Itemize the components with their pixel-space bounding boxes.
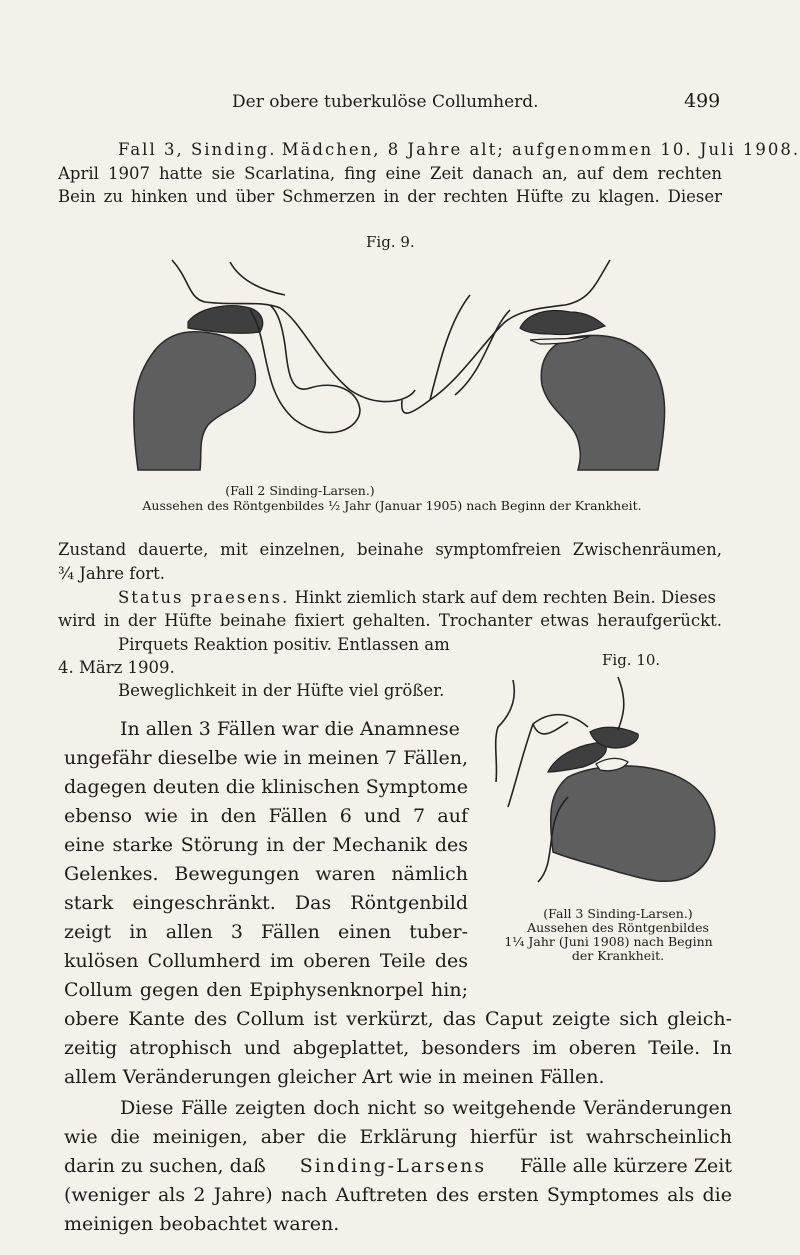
fig9-right-femur-shaft xyxy=(541,335,664,470)
para5-line: ungefähr dieselbe wie in meinen 7 Fällen, xyxy=(64,747,468,769)
para6-line3 xyxy=(64,1155,732,1177)
para5-line: ebenso wie in den Fällen 6 und 7 auf xyxy=(64,805,468,827)
fig9-right-femur-head xyxy=(520,311,605,335)
para5-line: zeigt in allen 3 Fällen einen tuber- xyxy=(64,921,468,943)
para6-line1: Diese Fälle zeigten doch nicht so weitgehende Veränderungen xyxy=(120,1097,732,1119)
fig10-femur-shaft xyxy=(551,766,715,881)
para5-line: In allen 3 Fällen war die Anamnese xyxy=(120,718,460,740)
fig10-label: Fig. 10. xyxy=(602,651,661,669)
fig10-acetabulum-line xyxy=(618,677,624,730)
fig9-left-femur-head xyxy=(188,306,263,334)
fig10-caption-line3: 1¼ Jahr (Juni 1908) nach Beginn xyxy=(504,934,713,949)
fig9-caption-line1: (Fall 2 Sinding-Larsen.) xyxy=(225,483,375,498)
para3-line1 xyxy=(118,588,722,607)
para5-line: allem Veränderungen gleicher Art wie in meinen Fällen. xyxy=(64,1066,605,1088)
para2-line2: ¾ Jahre fort. xyxy=(58,564,166,583)
para5-line: eine starke Störung in der Mechanik des xyxy=(64,834,468,856)
para2-line1: Zustand dauerte, mit einzelnen, beinahe symptomfreien Zwischenräumen, xyxy=(58,540,722,559)
para6-line5: meinigen beobachtet waren. xyxy=(64,1213,340,1235)
fig9-left-femur-shaft xyxy=(134,332,256,470)
para6-line2: wie die meinigen, aber die Erklärung hierfür ist wahrscheinlich xyxy=(64,1126,732,1148)
para5-line: kulösen Collumherd im oberen Teile des xyxy=(64,950,468,972)
running-header: Der obere tuberkulöse Collumherd. xyxy=(232,92,539,112)
fig9-label: Fig. 9. xyxy=(366,233,415,251)
fig9-left-acetabulum xyxy=(250,305,360,433)
case-heading: Fall 3, Sinding. xyxy=(118,140,277,159)
page-number: 499 xyxy=(684,90,721,112)
para1-line1 xyxy=(118,140,800,159)
status-text: Hinkt ziemlich stark auf dem rechten Bein. Dieses xyxy=(294,588,716,607)
para5-line: obere Kante des Collum ist verkürzt, das Caput zeigte sich gleich- xyxy=(64,1008,732,1030)
author-name-spaced: Sinding-Larsens xyxy=(299,1155,487,1177)
fig9-left-ilium-line xyxy=(230,262,285,295)
fig9-caption-line2: Aussehen des Röntgenbildes ½ Jahr (Januar 1905) nach Beginn der Krankheit. xyxy=(142,498,642,513)
para1-line3: Bein zu hinken und über Schmerzen in der rechten Hüfte zu klagen. Dieser xyxy=(58,187,722,206)
para6-line3-start: darin zu suchen, daß xyxy=(64,1155,266,1177)
case-heading-rest: Mädchen, 8 Jahre alt; aufgenommen 10. Juli 1908. xyxy=(281,140,800,159)
status-heading: Status praesens. xyxy=(118,588,290,607)
para6-line3-end: Fälle alle kürzere Zeit xyxy=(519,1155,732,1177)
para6-line4: (weniger als 2 Jahre) nach Auftreten des ersten Symptomes als die xyxy=(64,1184,732,1206)
para5-line: zeitig atrophisch und abgeplattet, besonders im oberen Teile. In xyxy=(64,1037,732,1059)
para3-line2: wird in der Hüfte beinahe fixiert gehalten. Trochanter etwas heraufgerückt. xyxy=(58,611,722,630)
para1-line2: April 1907 hatte sie Scarlatina, fing eine Zeit danach an, auf dem rechten xyxy=(58,164,722,183)
para5-line: Collum gegen den Epiphysenknorpel hin; xyxy=(64,979,468,1001)
para5-line: stark eingeschränkt. Das Röntgenbild xyxy=(64,892,468,914)
fig9-right-acetabulum xyxy=(430,295,510,400)
fig10-xray-illustration xyxy=(478,672,728,907)
para4-line1: Pirquets Reaktion positiv. Entlassen am xyxy=(118,635,450,654)
fig9-xray-illustration xyxy=(110,250,680,490)
fig10-caption-line2: Aussehen des Röntgenbildes xyxy=(527,920,709,935)
para4-line3: Beweglichkeit in der Hüfte viel größer. xyxy=(118,681,445,700)
para5-line: Gelenkes. Bewegungen waren nämlich xyxy=(64,863,468,885)
para5-line: dagegen deuten die klinischen Symptome xyxy=(64,776,468,798)
fig10-caption-line1: (Fall 3 Sinding-Larsen.) xyxy=(543,906,693,921)
fig10-caption-line4: der Krankheit. xyxy=(571,948,665,963)
para4-line2: 4. März 1909. xyxy=(58,658,175,677)
